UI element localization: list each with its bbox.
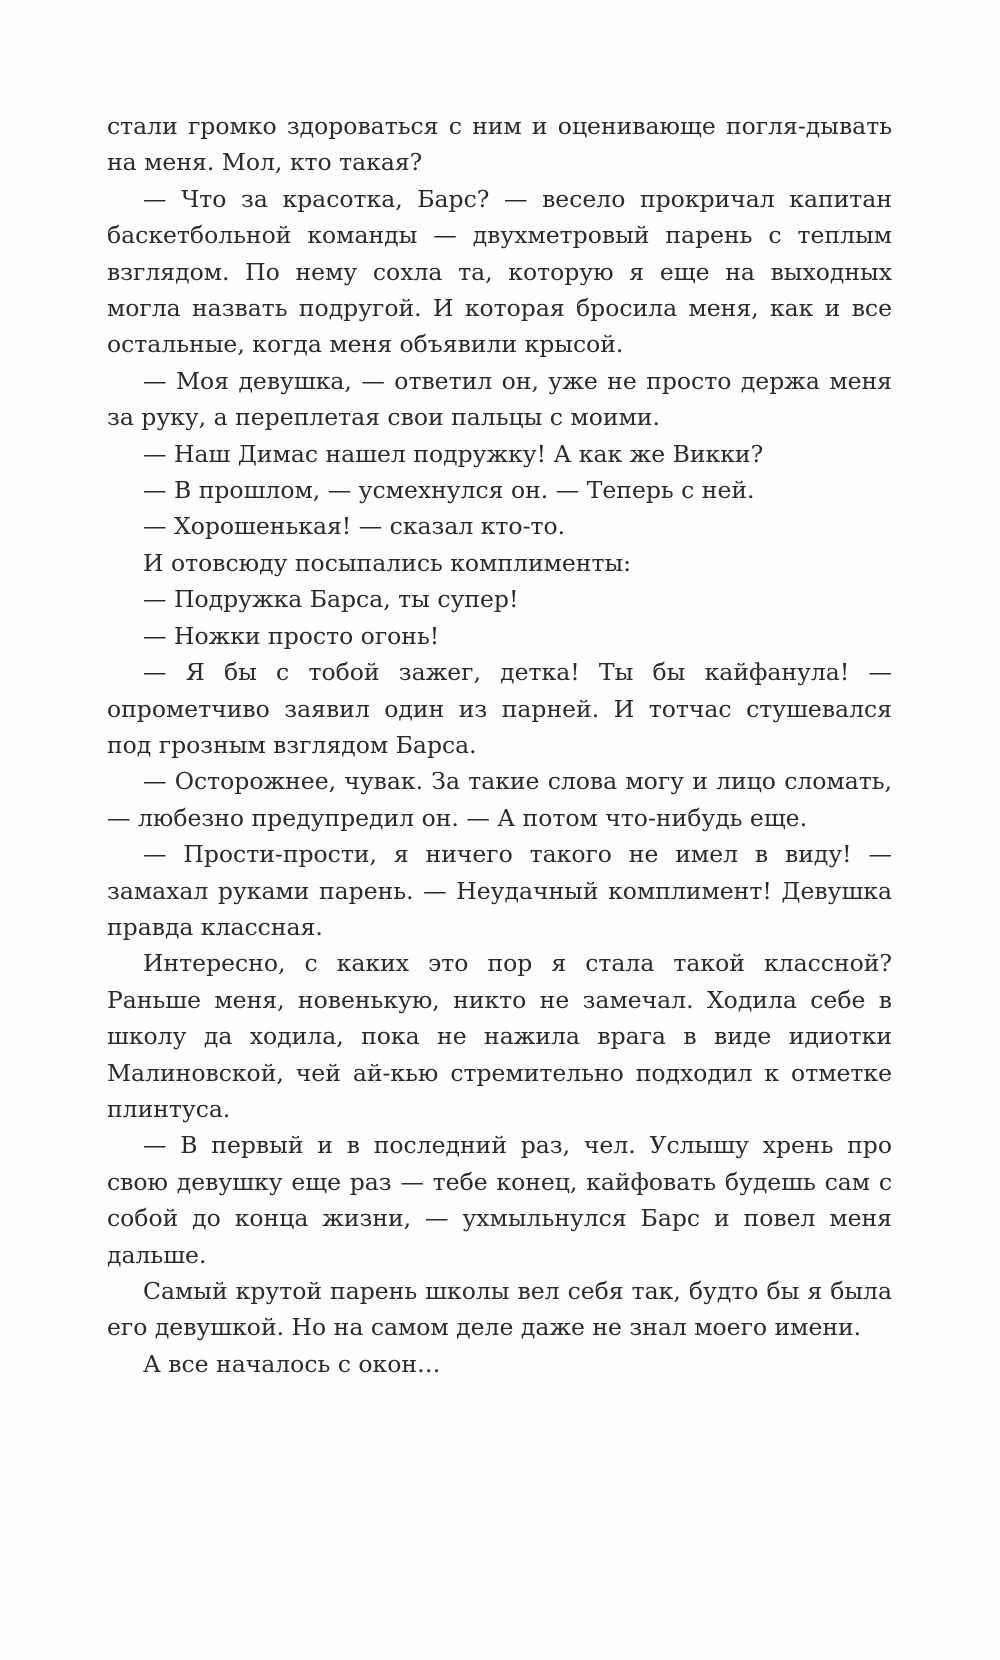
paragraph: Самый крутой парень школы вел себя так, будто бы я была его девушкой. Но на самом деле даже не знал моего имени.	[107, 1277, 892, 1342]
paragraph: стали громко здороваться с ним и оценивающе погля-дывать на меня. Мол, кто такая?	[107, 112, 892, 177]
paragraph: — Что за красотка, Барс? — весело прокричал капитан баскетбольной команды — двухметровый парень с теплым взглядом. По нему сохла та, которую я еще на выходных могла назвать подругой. И которая бросила меня, как и все остальные, когда меня объявили крысой.	[107, 184, 892, 359]
paragraph: — Осторожнее, чувак. За такие слова могу и лицо сломать, — любезно предупредил он. — А потом что-нибудь еще.	[107, 767, 892, 832]
paragraph: — Хорошенькая! — сказал кто-то.	[143, 512, 566, 541]
paragraph: Интересно, с каких это пор я стала такой классной? Раньше меня, новенькую, никто не замечал. Ходила себе в школу да ходила, пока не нажила врага в виде идиотки Малиновской, чей ай-кью стремительно подходил к отметке плинтуса.	[107, 949, 892, 1123]
paragraph: — Прости-прости, я ничего такого не имел в виду! — замахал руками парень. — Неудачный комплимент! Девушка правда классная.	[107, 840, 892, 941]
paragraph: — Я бы с тобой зажег, детка! Ты бы кайфанула! — опрометчиво заявил один из парней. И тотчас стушевался под грозным взглядом Барса.	[107, 658, 892, 759]
paragraph: — Подружка Барса, ты супер!	[143, 585, 519, 614]
paragraph: — В первый и в последний раз, чел. Услышу хрень про свою девушку еще раз — тебе конец, кайфовать будешь сам с собой до конца жизни, — ухмыльнулся Барс и повел меня дальше.	[107, 1131, 892, 1269]
paragraph: — Ножки просто огонь!	[143, 621, 440, 650]
paragraph: — В прошлом, — усмехнулся он. — Теперь с ней.	[143, 476, 755, 505]
paragraph: А все началось с окон…	[143, 1349, 441, 1378]
paragraph: — Наш Димас нашел подружку! А как же Викки?	[143, 439, 764, 468]
paragraph: — Моя девушка, — ответил он, уже не просто держа меня за руку, а переплетая свои пальцы с моими.	[107, 366, 892, 432]
paragraph: И отовсюду посыпались комплименты:	[143, 548, 632, 577]
page-text	[107, 108, 892, 1382]
